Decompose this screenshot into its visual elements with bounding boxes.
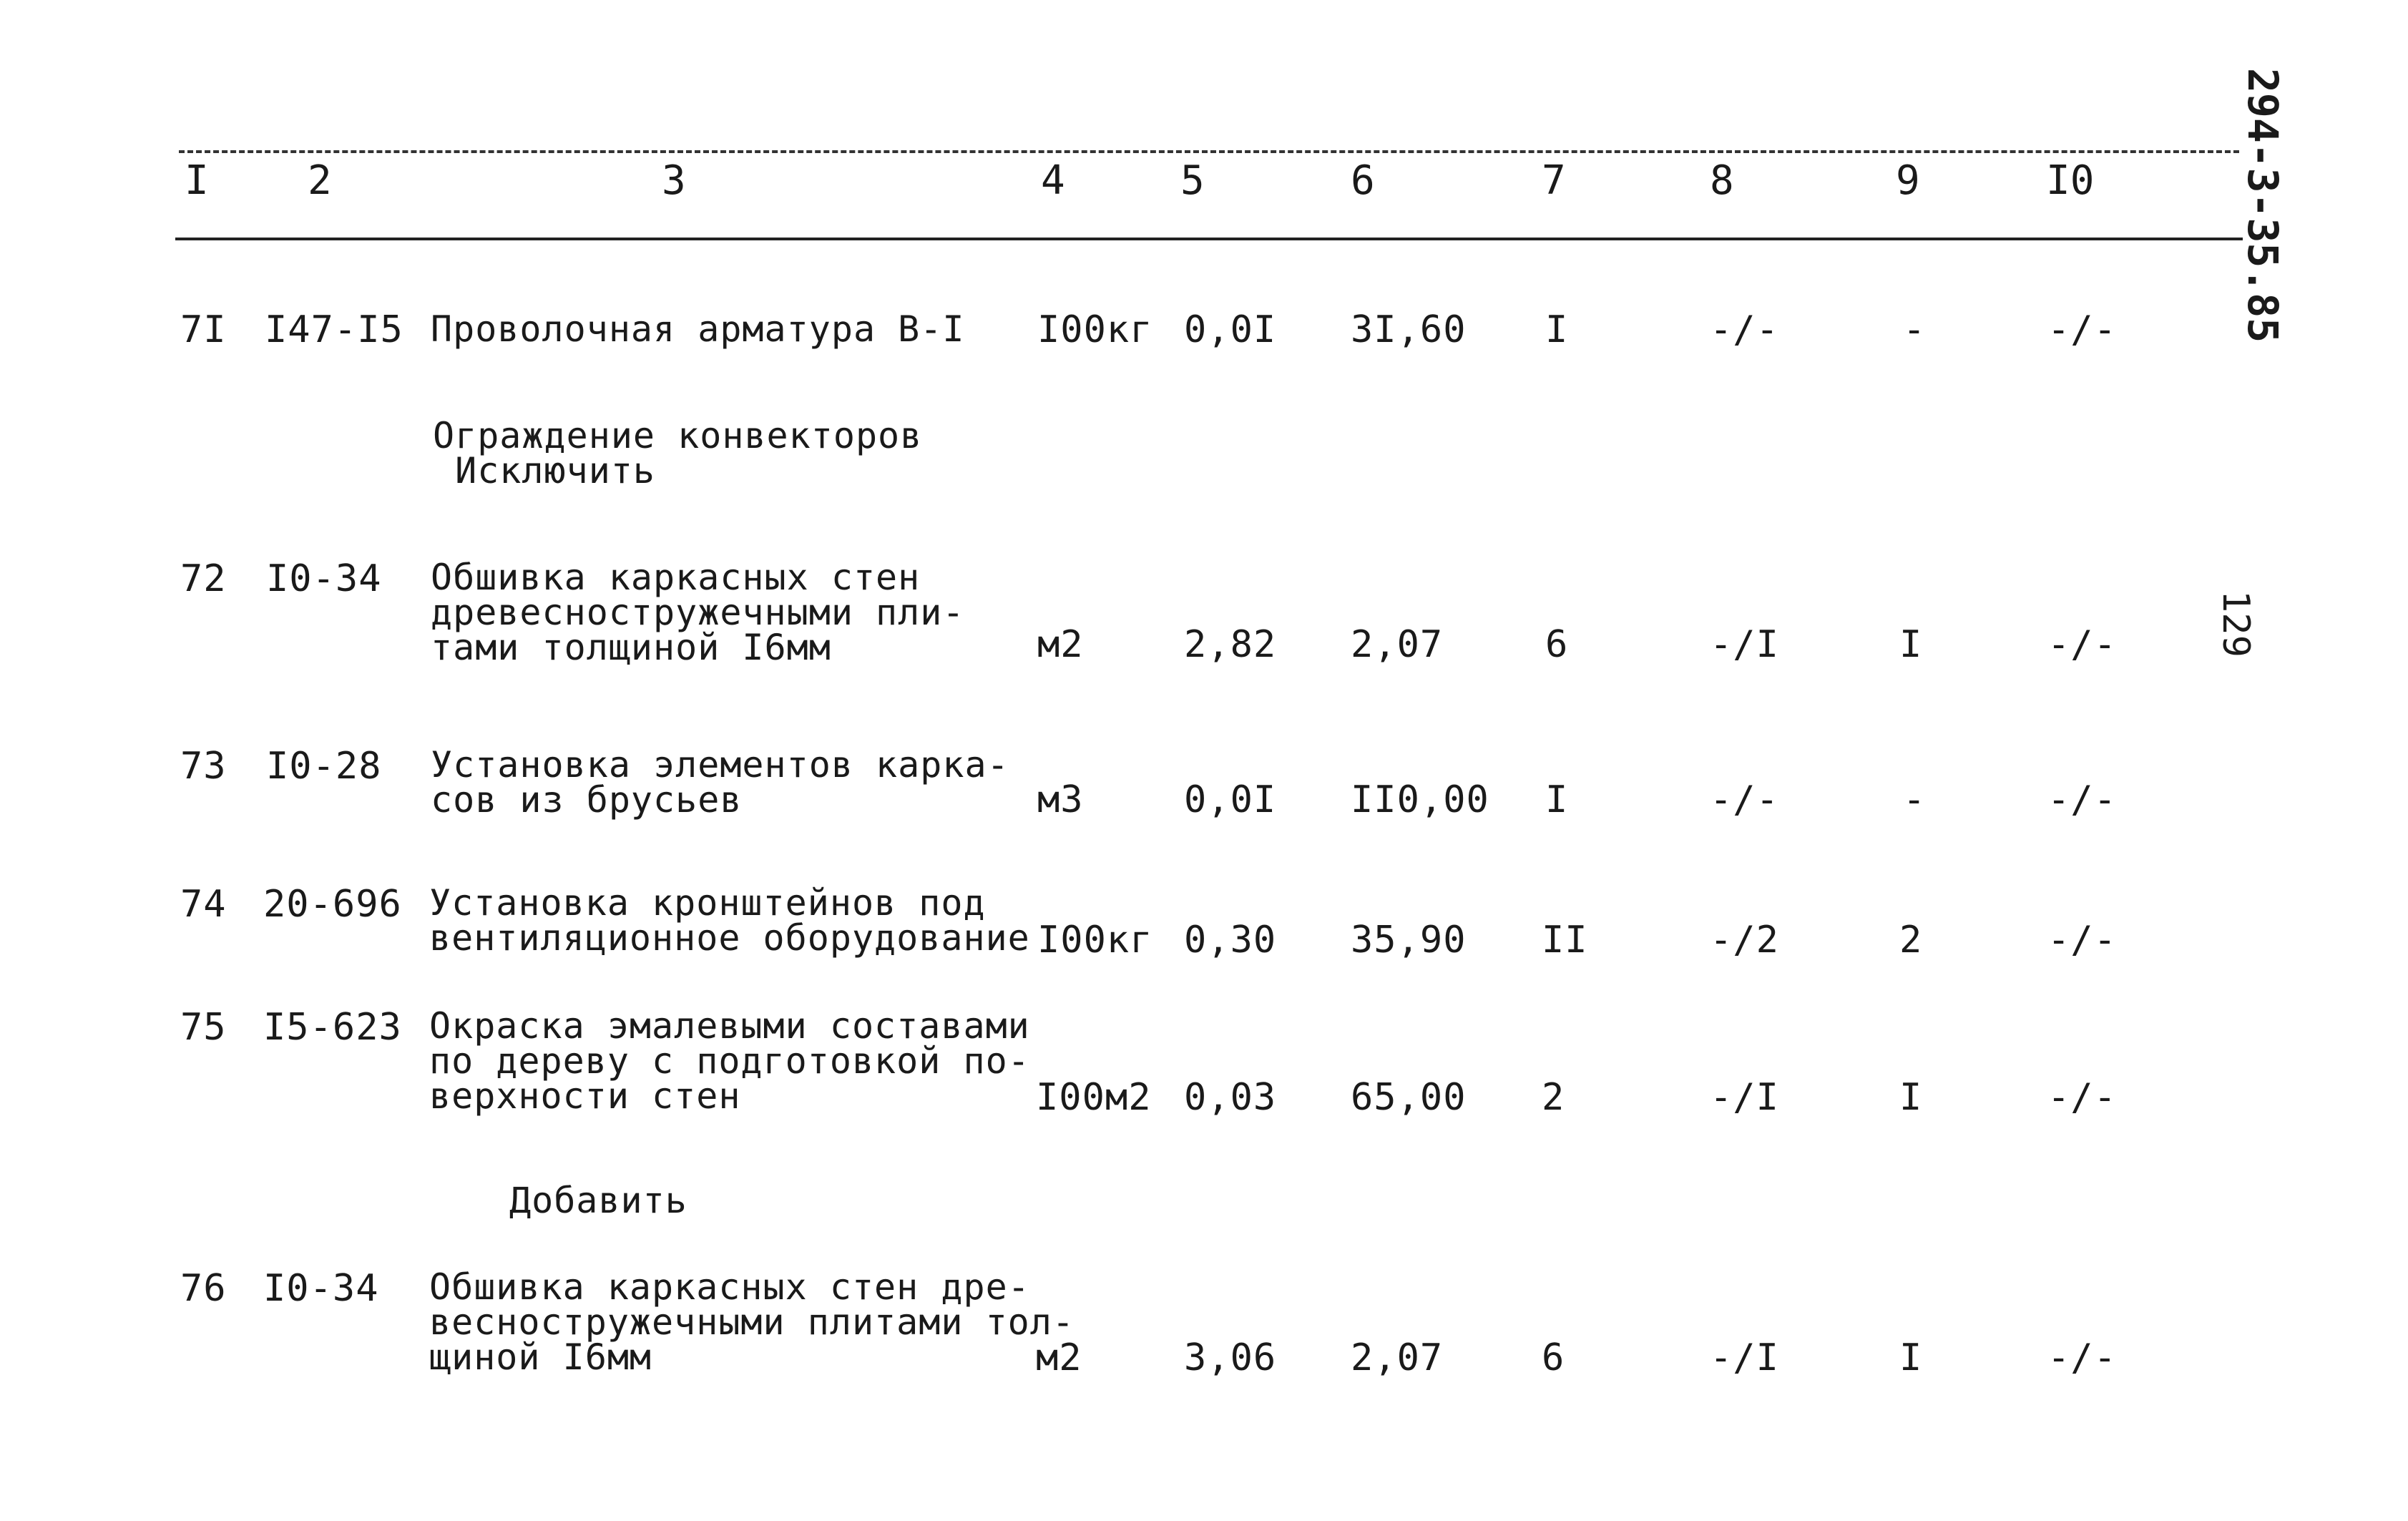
value-9: - [1903, 308, 1927, 351]
unit: I00м2 [1036, 1076, 1152, 1119]
row-number: 75 [180, 1006, 227, 1049]
value-8: -/- [1710, 778, 1779, 821]
value-8: -/I [1710, 1076, 1779, 1119]
value-9: I [1899, 1076, 1923, 1119]
unit: I00кг [1037, 308, 1153, 351]
norm-code: I47-I5 [265, 308, 403, 351]
quantity: 0,30 [1184, 919, 1277, 962]
unit: м2 [1037, 623, 1084, 666]
value-8: -/- [1710, 308, 1779, 351]
value-6: 3I,60 [1351, 308, 1467, 351]
work-description: Проволочная арматура В-I [431, 308, 965, 350]
norm-code: 20-696 [263, 883, 402, 926]
work-description: Установка кронштейнов под вентиляционное оборудование [429, 882, 1030, 959]
value-6: 2,07 [1351, 1336, 1444, 1379]
value-9: I [1899, 1336, 1923, 1379]
col-header-3: 3 [662, 157, 686, 204]
value-9: - [1903, 778, 1927, 821]
value-10: -/- [2047, 1076, 2117, 1119]
value-8: -/I [1710, 1336, 1779, 1379]
value-6: 65,00 [1351, 1076, 1467, 1119]
unit: м3 [1037, 778, 1084, 821]
row-number: 73 [180, 745, 227, 788]
quantity: 2,82 [1184, 623, 1277, 666]
value-9: I [1899, 623, 1923, 666]
col-header-4: 4 [1041, 157, 1065, 204]
col-header-5: 5 [1180, 157, 1205, 204]
page-number: 129 [2214, 590, 2257, 657]
header-bottom-rule [175, 238, 2243, 240]
work-description: Окраска эмалевыми составами по дереву с подготовкой по- верхности стен [429, 1005, 1030, 1117]
col-header-8: 8 [1710, 157, 1734, 204]
value-6: 2,07 [1351, 623, 1444, 666]
value-6: II0,00 [1351, 778, 1489, 821]
value-7: I [1545, 308, 1569, 351]
unit: I00кг [1037, 919, 1153, 962]
col-header-9: 9 [1896, 157, 1920, 204]
col-header-6: 6 [1351, 157, 1375, 204]
norm-code: I0-34 [263, 1267, 379, 1310]
work-description: Установка элементов карка- сов из брусьев [431, 744, 1009, 821]
col-header-7: 7 [1542, 157, 1566, 204]
norm-code: I0-34 [266, 557, 382, 600]
value-7: 6 [1542, 1336, 1565, 1379]
section-heading: Добавить [509, 1180, 687, 1221]
col-header-2: 2 [308, 157, 332, 204]
value-10: -/- [2047, 308, 2117, 351]
value-8: -/2 [1710, 919, 1779, 962]
norm-code: I5-623 [263, 1006, 402, 1049]
value-9: 2 [1899, 919, 1923, 962]
header-top-rule [179, 150, 2239, 153]
value-7: 6 [1545, 623, 1569, 666]
value-10: -/- [2047, 1336, 2117, 1379]
work-description: Обшивка каркасных стен древесностружечными пли- тами толщиной I6мм [431, 557, 965, 668]
row-number: 76 [180, 1267, 227, 1310]
col-header-10: I0 [2046, 157, 2095, 204]
value-7: 2 [1542, 1076, 1565, 1119]
work-description: Обшивка каркасных стен дре- весностружечными плитами тол- щиной I6мм [429, 1266, 1075, 1378]
section-heading: Ограждение конвекторов Исключить [433, 415, 923, 491]
value-8: -/I [1710, 623, 1779, 666]
value-10: -/- [2047, 778, 2117, 821]
quantity: 0,03 [1184, 1076, 1277, 1119]
col-header-1: I [185, 157, 209, 204]
row-number: 7I [180, 308, 227, 351]
value-6: 35,90 [1351, 919, 1467, 962]
quantity: 0,0I [1184, 308, 1277, 351]
row-number: 72 [180, 557, 227, 600]
quantity: 3,06 [1184, 1336, 1277, 1379]
unit: м2 [1036, 1336, 1082, 1379]
value-10: -/- [2047, 919, 2117, 962]
value-7: I [1545, 778, 1569, 821]
norm-code: I0-28 [266, 745, 382, 788]
value-10: -/- [2047, 623, 2117, 666]
row-number: 74 [180, 883, 227, 926]
quantity: 0,0I [1184, 778, 1277, 821]
value-7: II [1542, 919, 1588, 962]
document-code: 294-3-35.85 [2238, 68, 2287, 343]
